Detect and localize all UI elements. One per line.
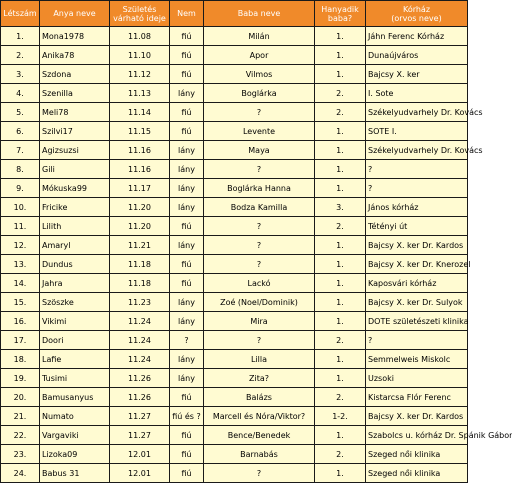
cell-sex: fiú bbox=[170, 46, 204, 65]
cell-hospital: Bajcsy X. ker Dr. Knerozel bbox=[366, 255, 468, 274]
cell-order: 1. bbox=[315, 464, 366, 483]
cell-mother: Doori bbox=[40, 331, 110, 350]
cell-baby-name: Zita? bbox=[204, 369, 315, 388]
cell-hospital: ? bbox=[366, 331, 468, 350]
cell-number: 16. bbox=[1, 312, 40, 331]
cell-baby-name: Levente bbox=[204, 122, 315, 141]
cell-due-date: 11.20 bbox=[110, 217, 170, 236]
cell-mother: Bamusanyus bbox=[40, 388, 110, 407]
cell-sex: fiú bbox=[170, 388, 204, 407]
cell-due-date: 11.16 bbox=[110, 160, 170, 179]
cell-order: 1. bbox=[315, 141, 366, 160]
table-row bbox=[1, 198, 468, 217]
cell-number: 6. bbox=[1, 122, 40, 141]
table-row bbox=[1, 274, 468, 293]
cell-baby-name: Lackó bbox=[204, 274, 315, 293]
table-row bbox=[1, 236, 468, 255]
table-row bbox=[1, 293, 468, 312]
cell-order: 2. bbox=[315, 445, 366, 464]
cell-sex: fiú bbox=[170, 255, 204, 274]
cell-baby-name: Lilla bbox=[204, 350, 315, 369]
cell-order: 1. bbox=[315, 179, 366, 198]
cell-order: 1. bbox=[315, 350, 366, 369]
cell-due-date: 11.12 bbox=[110, 65, 170, 84]
cell-order: 1. bbox=[315, 122, 366, 141]
col-header-due bbox=[110, 1, 170, 27]
table-body bbox=[1, 27, 512, 483]
cell-number: 23. bbox=[1, 445, 40, 464]
cell-hospital: SOTE I. bbox=[366, 122, 468, 141]
cell-due-date: 11.10 bbox=[110, 46, 170, 65]
cell-number: 7. bbox=[1, 141, 40, 160]
cell-sex: fiú bbox=[170, 217, 204, 236]
cell-sex: lány bbox=[170, 236, 204, 255]
cell-mother: Gili bbox=[40, 160, 110, 179]
cell-number: 19. bbox=[1, 369, 40, 388]
cell-hospital: ? bbox=[366, 160, 468, 179]
cell-hospital: Székelyudvarhely Dr. Kovács bbox=[366, 141, 468, 160]
cell-mother: Anika78 bbox=[40, 46, 110, 65]
cell-baby-name: Balázs bbox=[204, 388, 315, 407]
cell-order: 1. bbox=[315, 65, 366, 84]
cell-due-date: 11.24 bbox=[110, 350, 170, 369]
table-row bbox=[1, 160, 468, 179]
cell-sex: lány bbox=[170, 312, 204, 331]
cell-baby-name: Barnabás bbox=[204, 445, 315, 464]
cell-sex: fiú bbox=[170, 426, 204, 445]
cell-number: 17. bbox=[1, 331, 40, 350]
col-header-hospital-line2: (orvos neve) bbox=[391, 13, 442, 23]
cell-order: 1. bbox=[315, 27, 366, 46]
cell-hospital: Tétényi út bbox=[366, 217, 468, 236]
table-row bbox=[1, 407, 468, 426]
cell-number: 14. bbox=[1, 274, 40, 293]
cell-order: 1. bbox=[315, 312, 366, 331]
cell-hospital: DOTE születészeti klinika bbox=[366, 312, 468, 331]
table-row bbox=[1, 65, 468, 84]
cell-order: 1-2. bbox=[315, 407, 366, 426]
cell-mother: Mona1978 bbox=[40, 27, 110, 46]
cell-number: 21. bbox=[1, 407, 40, 426]
cell-mother: Szenilla bbox=[40, 84, 110, 103]
cell-due-date: 11.24 bbox=[110, 312, 170, 331]
table-row bbox=[1, 426, 468, 445]
cell-sex: lány bbox=[170, 369, 204, 388]
cell-sex: lány bbox=[170, 141, 204, 160]
cell-mother: Szöszke bbox=[40, 293, 110, 312]
cell-due-date: 11.13 bbox=[110, 84, 170, 103]
cell-mother: Mókuska99 bbox=[40, 179, 110, 198]
cell-baby-name: Marcell és Nóra/Viktor? bbox=[204, 407, 315, 426]
cell-order: 2. bbox=[315, 217, 366, 236]
cell-order: 1. bbox=[315, 160, 366, 179]
cell-due-date: 11.18 bbox=[110, 274, 170, 293]
cell-baby-name: ? bbox=[204, 255, 315, 274]
cell-baby-name: Bodza Kamilla bbox=[204, 198, 315, 217]
cell-mother: Lizoka09 bbox=[40, 445, 110, 464]
table-row bbox=[1, 103, 468, 122]
cell-number: 10. bbox=[1, 198, 40, 217]
cell-mother: Fricike bbox=[40, 198, 110, 217]
cell-number: 22. bbox=[1, 426, 40, 445]
cell-due-date: 11.17 bbox=[110, 179, 170, 198]
cell-due-date: 11.26 bbox=[110, 388, 170, 407]
cell-hospital: Szeged női klinika bbox=[366, 445, 468, 464]
cell-mother: Numato bbox=[40, 407, 110, 426]
table-row bbox=[1, 179, 468, 198]
table-row bbox=[1, 217, 468, 236]
table-row bbox=[1, 369, 468, 388]
cell-hospital: Dunaújváros bbox=[366, 46, 468, 65]
cell-number: 24. bbox=[1, 464, 40, 483]
cell-hospital: János kórház bbox=[366, 198, 468, 217]
cell-hospital: Jáhn Ferenc Kórház bbox=[366, 27, 468, 46]
cell-due-date: 12.01 bbox=[110, 445, 170, 464]
cell-hospital: I. Sote bbox=[366, 84, 468, 103]
cell-due-date: 11.24 bbox=[110, 331, 170, 350]
cell-due-date: 11.08 bbox=[110, 27, 170, 46]
cell-sex: fiú bbox=[170, 464, 204, 483]
cell-order: 1. bbox=[315, 426, 366, 445]
cell-mother: Lilith bbox=[40, 217, 110, 236]
cell-hospital: Semmelweis Miskolc bbox=[366, 350, 468, 369]
cell-hospital: Kaposvári kórház bbox=[366, 274, 468, 293]
cell-number: 12. bbox=[1, 236, 40, 255]
cell-baby-name: Vilmos bbox=[204, 65, 315, 84]
cell-due-date: 11.15 bbox=[110, 122, 170, 141]
cell-number: 1. bbox=[1, 27, 40, 46]
cell-order: 2. bbox=[315, 331, 366, 350]
cell-baby-name: ? bbox=[204, 160, 315, 179]
cell-number: 9. bbox=[1, 179, 40, 198]
cell-due-date: 12.01 bbox=[110, 464, 170, 483]
cell-baby-name: Apor bbox=[204, 46, 315, 65]
cell-hospital: ? bbox=[366, 179, 468, 198]
cell-hospital: Bajcsy X. ker Dr. Sulyok bbox=[366, 293, 468, 312]
col-header-due-line1: Születés bbox=[122, 4, 157, 14]
cell-sex: fiú bbox=[170, 27, 204, 46]
table-row bbox=[1, 388, 468, 407]
cell-order: 1. bbox=[315, 274, 366, 293]
cell-mother: Meli78 bbox=[40, 103, 110, 122]
cell-number: 15. bbox=[1, 293, 40, 312]
cell-baby-name: Boglárka Hanna bbox=[204, 179, 315, 198]
cell-number: 18. bbox=[1, 350, 40, 369]
col-header-hospital bbox=[366, 1, 468, 27]
cell-order: 2. bbox=[315, 84, 366, 103]
cell-baby-name: Boglárka bbox=[204, 84, 315, 103]
cell-sex: lány bbox=[170, 179, 204, 198]
cell-hospital: Uzsoki bbox=[366, 369, 468, 388]
cell-mother: Dundus bbox=[40, 255, 110, 274]
cell-sex: fiú bbox=[170, 103, 204, 122]
cell-due-date: 11.26 bbox=[110, 369, 170, 388]
cell-order: 1. bbox=[315, 46, 366, 65]
cell-hospital: Bajcsy X. ker Dr. Kardos bbox=[366, 236, 468, 255]
table-row bbox=[1, 141, 468, 160]
cell-baby-name: Maya bbox=[204, 141, 315, 160]
table-row bbox=[1, 27, 468, 46]
cell-due-date: 11.21 bbox=[110, 236, 170, 255]
cell-number: 2. bbox=[1, 46, 40, 65]
table-row bbox=[1, 331, 468, 350]
cell-baby-name: ? bbox=[204, 331, 315, 350]
table-row bbox=[1, 46, 468, 65]
cell-sex: fiú bbox=[170, 65, 204, 84]
cell-number: 8. bbox=[1, 160, 40, 179]
cell-order: 2. bbox=[315, 388, 366, 407]
col-header-order-line2: baba? bbox=[327, 13, 353, 23]
cell-mother: Vikimi bbox=[40, 312, 110, 331]
cell-baby-name: Milán bbox=[204, 27, 315, 46]
table-row bbox=[1, 122, 468, 141]
cell-order: 1. bbox=[315, 236, 366, 255]
cell-hospital: Kistarcsa Flór Ferenc bbox=[366, 388, 468, 407]
col-header-num: Létszám bbox=[1, 1, 40, 27]
cell-hospital: Szeged női klinika bbox=[366, 464, 468, 483]
cell-baby-name: Bence/Benedek bbox=[204, 426, 315, 445]
header-row bbox=[1, 1, 468, 27]
cell-mother: Babus 31 bbox=[40, 464, 110, 483]
col-header-mother: Anya neve bbox=[40, 1, 110, 27]
cell-mother: Vargaviki bbox=[40, 426, 110, 445]
cell-hospital: Bajcsy X. ker bbox=[366, 65, 468, 84]
cell-hospital: Bajcsy X. ker Dr. Kardos bbox=[366, 407, 468, 426]
col-header-order bbox=[315, 1, 366, 27]
cell-baby-name: Zoé (Noel/Dominik) bbox=[204, 293, 315, 312]
cell-baby-name: Mira bbox=[204, 312, 315, 331]
table-row bbox=[1, 464, 468, 483]
cell-sex: lány bbox=[170, 350, 204, 369]
table-row bbox=[1, 255, 468, 274]
cell-due-date: 11.16 bbox=[110, 141, 170, 160]
cell-mother: Agizsuzsi bbox=[40, 141, 110, 160]
table-row bbox=[1, 350, 468, 369]
cell-mother: Szdona bbox=[40, 65, 110, 84]
cell-number: 4. bbox=[1, 84, 40, 103]
cell-mother: Jahra bbox=[40, 274, 110, 293]
cell-order: 1. bbox=[315, 293, 366, 312]
cell-sex: fiú bbox=[170, 122, 204, 141]
col-header-baby: Baba neve bbox=[204, 1, 315, 27]
cell-order: 3. bbox=[315, 198, 366, 217]
cell-baby-name: ? bbox=[204, 464, 315, 483]
cell-sex: lány bbox=[170, 198, 204, 217]
cell-mother: Tusimi bbox=[40, 369, 110, 388]
table-row bbox=[1, 312, 468, 331]
cell-due-date: 11.18 bbox=[110, 255, 170, 274]
cell-number: 5. bbox=[1, 103, 40, 122]
cell-sex: fiú bbox=[170, 445, 204, 464]
cell-number: 20. bbox=[1, 388, 40, 407]
cell-sex: fiú és ? bbox=[170, 407, 204, 426]
cell-sex: lány bbox=[170, 160, 204, 179]
cell-baby-name: ? bbox=[204, 217, 315, 236]
cell-due-date: 11.27 bbox=[110, 426, 170, 445]
table-row bbox=[1, 445, 468, 464]
cell-sex: lány bbox=[170, 293, 204, 312]
cell-due-date: 11.20 bbox=[110, 198, 170, 217]
cell-due-date: 11.14 bbox=[110, 103, 170, 122]
table-row bbox=[1, 84, 468, 103]
cell-number: 13. bbox=[1, 255, 40, 274]
cell-sex: lány bbox=[170, 84, 204, 103]
cell-sex: ? bbox=[170, 331, 204, 350]
col-header-hospital-line1: Kórház bbox=[402, 4, 431, 14]
col-header-sex: Nem bbox=[170, 1, 204, 27]
col-header-order-line1: Hanyadik bbox=[321, 4, 359, 14]
cell-mother: Szilvi17 bbox=[40, 122, 110, 141]
cell-hospital: Székelyudvarhely Dr. Kovács bbox=[366, 103, 468, 122]
cell-order: 1. bbox=[315, 255, 366, 274]
cell-order: 1. bbox=[315, 369, 366, 388]
cell-due-date: 11.27 bbox=[110, 407, 170, 426]
cell-hospital: Szabolcs u. kórház Dr. Spánik Gábor bbox=[366, 426, 468, 445]
cell-number: 3. bbox=[1, 65, 40, 84]
col-header-due-line2: várható ideje bbox=[113, 13, 166, 23]
cell-number: 11. bbox=[1, 217, 40, 236]
cell-baby-name: ? bbox=[204, 236, 315, 255]
cell-mother: Amaryl bbox=[40, 236, 110, 255]
cell-baby-name: ? bbox=[204, 103, 315, 122]
cell-due-date: 11.23 bbox=[110, 293, 170, 312]
cell-mother: Lafie bbox=[40, 350, 110, 369]
cell-order: 2. bbox=[315, 103, 366, 122]
cell-sex: fiú bbox=[170, 274, 204, 293]
